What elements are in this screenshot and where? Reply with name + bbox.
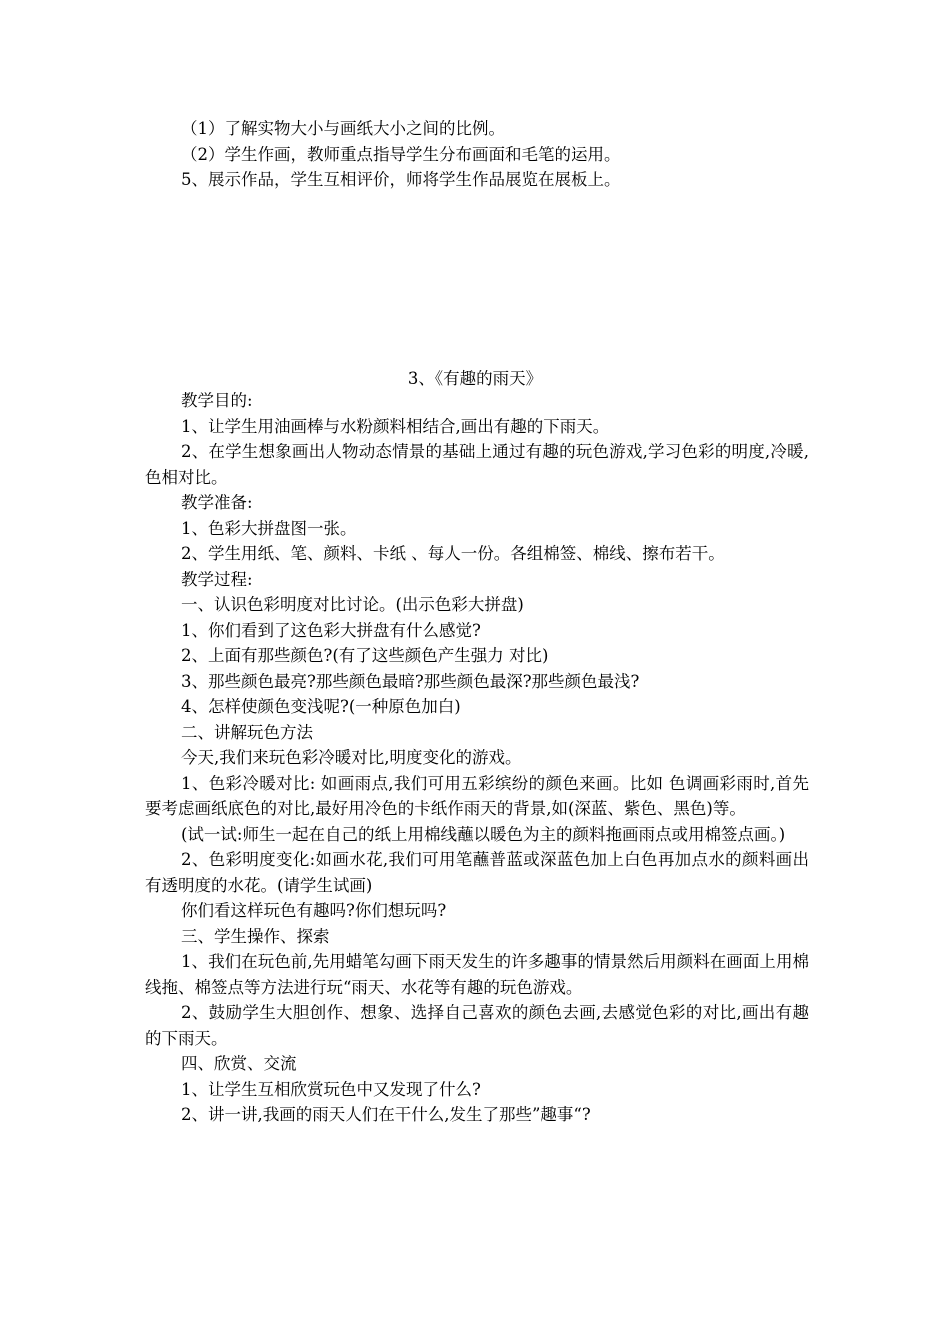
section-heading: 教学过程: — [181, 569, 253, 589]
paragraph: 2、上面有那些颜色?(有了这些颜色产生强力 对比) — [181, 646, 549, 665]
paragraph: 2、学生用纸、笔、颜料、卡纸 、每人一份。各组棉签、棉线、擦布若干。 — [181, 544, 725, 563]
paragraph: 1、让学生互相欣赏玩色中又发现了什么? — [181, 1079, 481, 1099]
paragraph: 1、色彩冷暖对比: 如画雨点,我们可用五彩缤纷的颜色来画。比如 色调画彩雨时,首先要考虑画纸底色的对比,最好用冷色的卡纸作雨天的背景,如(深蓝、紫色、黑色)等。 — [145, 773, 809, 818]
lesson-title: 3、《有趣的雨天》 — [407, 369, 543, 388]
paragraph: 1、色彩大拼盘图一张。 — [181, 518, 357, 538]
previous-lesson-steps — [145, 116, 809, 193]
lesson-body — [145, 388, 809, 1128]
paragraph: 三、学生操作、探索 — [181, 926, 330, 946]
paragraph: 今天,我们来玩色彩冷暖对比,明度变化的游戏。 — [181, 748, 522, 767]
paragraph: 4、怎样使颜色变浅呢?(一种原色加白) — [181, 697, 461, 716]
paragraph: （2）学生作画，教师重点指导学生分布画面和毛笔的运用。 — [181, 144, 621, 164]
paragraph: 1、你们看到了这色彩大拼盘有什么感觉? — [181, 620, 481, 640]
paragraph: 2、在学生想象画出人物动态情景的基础上通过有趣的玩色游戏,学习色彩的明度,冷暖,色相对比。 — [145, 442, 809, 487]
section-heading: 教学目的: — [181, 391, 253, 410]
paragraph: 2、色彩明度变化:如画水花,我们可用笔蘸普蓝或深蓝色加上白色再加点水的颜料画出有透明度的水花。(请学生试画) — [145, 850, 809, 895]
paragraph: 2、鼓励学生大胆创作、想象、选择自己喜欢的颜色去画,去感觉色彩的对比,画出有趣的下雨天。 — [145, 1003, 809, 1048]
paragraph: 1、我们在玩色前,先用蜡笔勾画下雨天发生的许多趣事的情景然后用颜料在画面上用棉线拖、棉签点等方法进行玩“雨天、水花等有趣的玩色游戏。 — [145, 952, 809, 997]
paragraph: 你们看这样玩色有趣吗?你们想玩吗? — [181, 901, 447, 920]
paragraph: （1）了解实物大小与画纸大小之间的比例。 — [181, 119, 505, 138]
paragraph: 3、那些颜色最亮?那些颜色最暗?那些颜色最深?那些颜色最浅? — [181, 671, 640, 691]
paragraph: 二、讲解玩色方法 — [181, 722, 313, 742]
paragraph: 2、讲一讲,我画的雨天人们在干什么,发生了那些”趣事“? — [181, 1105, 591, 1124]
paragraph: 四、欣赏、交流 — [181, 1054, 297, 1073]
paragraph: 5、展示作品，学生互相评价，师将学生作品展览在展板上。 — [181, 170, 621, 189]
paragraph: 1、让学生用油画棒与水粉颜料相结合,画出有趣的下雨天。 — [181, 416, 610, 436]
paragraph: 一、认识色彩明度对比讨论。(出示色彩大拼盘) — [181, 595, 524, 614]
section-heading: 教学准备: — [181, 493, 253, 512]
paragraph: (试一试:师生一起在自己的纸上用棉线蘸以暖色为主的颜料拖画雨点或用棉签点画。) — [181, 824, 786, 844]
